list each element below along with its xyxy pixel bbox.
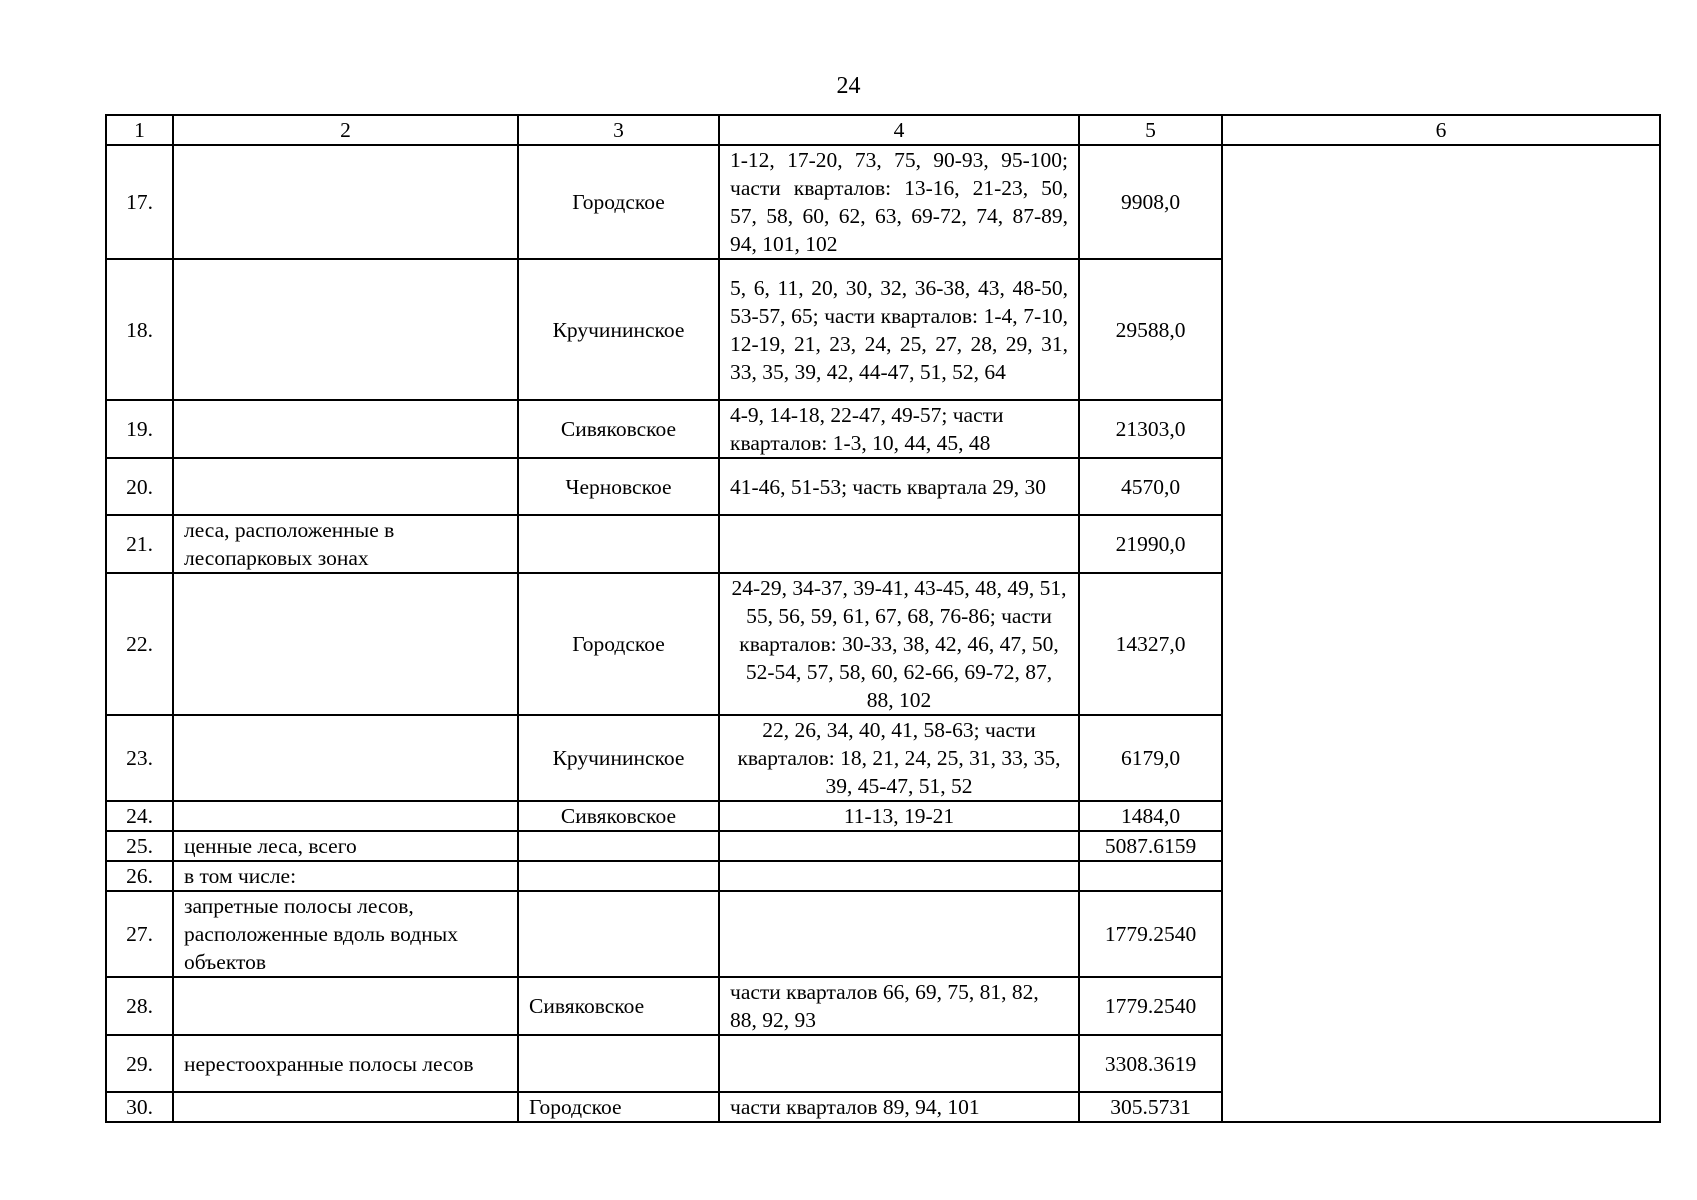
area-cell: 305.5731 bbox=[1079, 1092, 1222, 1122]
category-cell bbox=[173, 259, 518, 400]
area-cell: 14327,0 bbox=[1079, 573, 1222, 715]
row-number: 25. bbox=[106, 831, 173, 861]
forestry-cell bbox=[518, 831, 719, 861]
row-number: 21. bbox=[106, 515, 173, 573]
forestry-cell: Сивяковское bbox=[518, 400, 719, 458]
row-number: 22. bbox=[106, 573, 173, 715]
category-cell bbox=[173, 977, 518, 1035]
area-cell: 5087.6159 bbox=[1079, 831, 1222, 861]
quarters-cell bbox=[719, 515, 1079, 573]
row-number: 18. bbox=[106, 259, 173, 400]
category-cell bbox=[173, 1092, 518, 1122]
row-number: 19. bbox=[106, 400, 173, 458]
quarters-cell: 11-13, 19-21 bbox=[719, 801, 1079, 831]
quarters-cell: 41-46, 51-53; часть квартала 29, 30 bbox=[719, 458, 1079, 515]
category-cell bbox=[173, 801, 518, 831]
row-number: 24. bbox=[106, 801, 173, 831]
quarters-cell: части кварталов 66, 69, 75, 81, 82, 88, 92, 93 bbox=[719, 977, 1079, 1035]
column-header: 4 bbox=[719, 115, 1079, 145]
area-cell bbox=[1079, 861, 1222, 891]
forestry-cell: Сивяковское bbox=[518, 801, 719, 831]
area-cell: 4570,0 bbox=[1079, 458, 1222, 515]
notes-cell bbox=[1222, 145, 1660, 1122]
area-cell: 21990,0 bbox=[1079, 515, 1222, 573]
area-cell: 1779.2540 bbox=[1079, 891, 1222, 977]
row-number: 28. bbox=[106, 977, 173, 1035]
column-number-row bbox=[106, 115, 1660, 145]
forest-quarters-table bbox=[105, 114, 1661, 1123]
area-cell: 1484,0 bbox=[1079, 801, 1222, 831]
forestry-cell: Кручининское bbox=[518, 715, 719, 801]
category-cell bbox=[173, 400, 518, 458]
category-cell: запретные полосы лесов, расположенные вдоль водных объектов bbox=[173, 891, 518, 977]
forestry-cell: Кручининское bbox=[518, 259, 719, 400]
column-header: 5 bbox=[1079, 115, 1222, 145]
area-cell: 29588,0 bbox=[1079, 259, 1222, 400]
forestry-cell bbox=[518, 515, 719, 573]
category-cell: нерестоохранные полосы лесов bbox=[173, 1035, 518, 1092]
category-cell bbox=[173, 573, 518, 715]
row-number: 27. bbox=[106, 891, 173, 977]
page-number: 24 bbox=[836, 73, 861, 99]
column-header: 2 bbox=[173, 115, 518, 145]
quarters-cell bbox=[719, 861, 1079, 891]
column-header: 6 bbox=[1222, 115, 1660, 145]
row-number: 29. bbox=[106, 1035, 173, 1092]
area-cell: 9908,0 bbox=[1079, 145, 1222, 259]
row-number: 17. bbox=[106, 145, 173, 259]
column-header: 3 bbox=[518, 115, 719, 145]
forestry-cell bbox=[518, 1035, 719, 1092]
row-number: 30. bbox=[106, 1092, 173, 1122]
category-cell: ценные леса, всего bbox=[173, 831, 518, 861]
quarters-cell: части кварталов 89, 94, 101 bbox=[719, 1092, 1079, 1122]
category-cell bbox=[173, 145, 518, 259]
category-cell bbox=[173, 715, 518, 801]
quarters-cell bbox=[719, 831, 1079, 861]
row-number: 23. bbox=[106, 715, 173, 801]
forestry-cell: Городское bbox=[518, 145, 719, 259]
forestry-cell bbox=[518, 861, 719, 891]
quarters-cell bbox=[719, 1035, 1079, 1092]
quarters-cell: 22, 26, 34, 40, 41, 58-63; части кварталов: 18, 21, 24, 25, 31, 33, 35, 39, 45-47, 51, 52 bbox=[719, 715, 1079, 801]
forestry-cell: Сивяковское bbox=[518, 977, 719, 1035]
area-cell: 6179,0 bbox=[1079, 715, 1222, 801]
category-cell: в том числе: bbox=[173, 861, 518, 891]
row-number: 26. bbox=[106, 861, 173, 891]
forestry-cell bbox=[518, 891, 719, 977]
forestry-cell: Городское bbox=[518, 1092, 719, 1122]
quarters-cell bbox=[719, 891, 1079, 977]
quarters-cell: 5, 6, 11, 20, 30, 32, 36-38, 43, 48-50, 53-57, 65; части кварталов: 1-4, 7-10, 12-19, 21, 23, 24, 25, 27, 28, 29, 31, 33, 35, 39, 42, 44-47, 51, 52, 64 bbox=[719, 259, 1079, 400]
quarters-cell: 1-12, 17-20, 73, 75, 90-93, 95-100; части кварталов: 13-16, 21-23, 50, 57, 58, 60, 62, 63, 69-72, 74, 87-89, 94, 101, 102 bbox=[719, 145, 1079, 259]
category-cell bbox=[173, 458, 518, 515]
area-cell: 1779.2540 bbox=[1079, 977, 1222, 1035]
forestry-cell: Черновское bbox=[518, 458, 719, 515]
forestry-cell: Городское bbox=[518, 573, 719, 715]
column-header: 1 bbox=[106, 115, 173, 145]
quarters-cell: 24-29, 34-37, 39-41, 43-45, 48, 49, 51, 55, 56, 59, 61, 67, 68, 76-86; части кварталов: 30-33, 38, 42, 46, 47, 50, 52-54, 57, 58, 60, 62-66, 69-72, 87, 88, 102 bbox=[719, 573, 1079, 715]
row-number: 20. bbox=[106, 458, 173, 515]
area-cell: 21303,0 bbox=[1079, 400, 1222, 458]
quarters-cell: 4-9, 14-18, 22-47, 49-57; части кварталов: 1-3, 10, 44, 45, 48 bbox=[719, 400, 1079, 458]
category-cell: леса, расположенные в лесопарковых зонах bbox=[173, 515, 518, 573]
area-cell: 3308.3619 bbox=[1079, 1035, 1222, 1092]
table-row bbox=[106, 145, 1660, 259]
